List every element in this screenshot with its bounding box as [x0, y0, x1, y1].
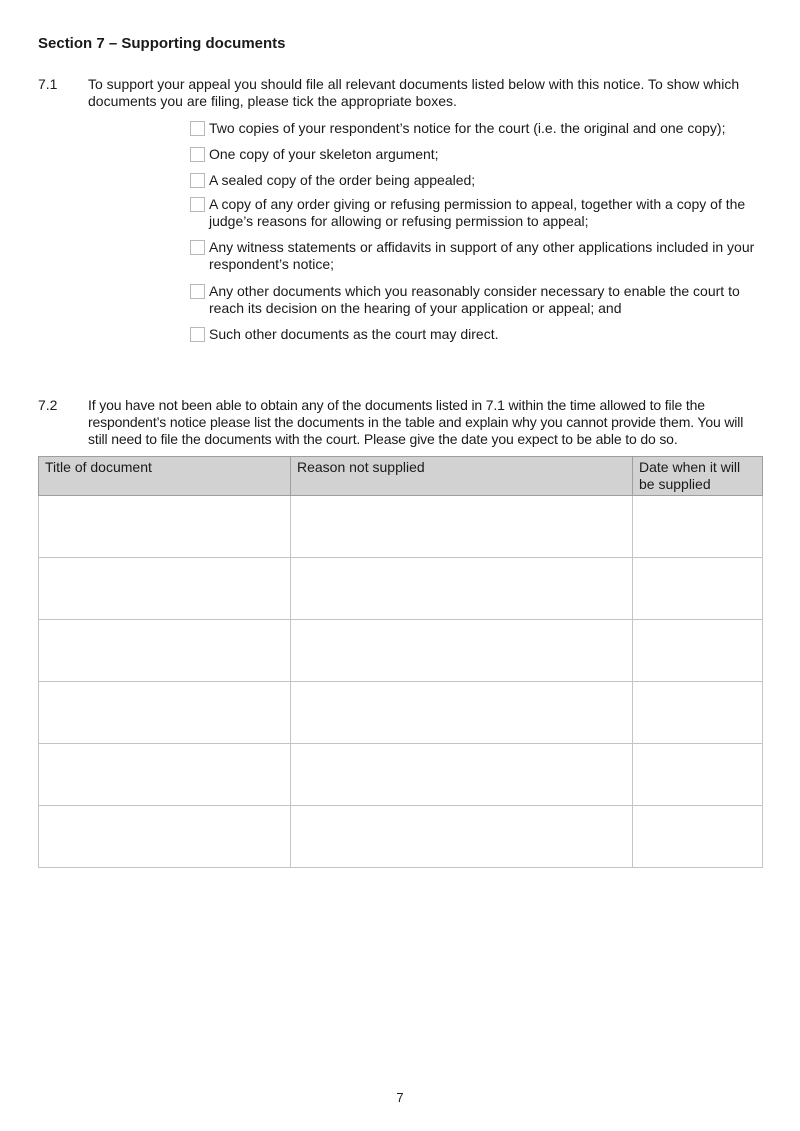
table-row [39, 620, 763, 682]
table-row [39, 496, 763, 558]
checkbox[interactable] [190, 147, 205, 162]
checklist-item [190, 239, 765, 283]
checklist-item [190, 283, 765, 326]
table-row [39, 558, 763, 620]
title-cell[interactable] [39, 558, 291, 620]
checklist-item [190, 172, 765, 196]
date-cell[interactable] [633, 496, 763, 558]
question-7-2-intro: If you have not been able to obtain any of the documents listed in 7.1 within the time allowed to file the respondent’s notice please list the documents in the table and explain why you cannot provide them. You will still need to file the documents with the court. Please give the date you expect to be able to do so. [88, 397, 744, 447]
table-row [39, 806, 763, 868]
checklist-item-label: One copy of your skeleton argument; [209, 146, 439, 162]
checkbox[interactable] [190, 197, 205, 212]
date-cell[interactable] [633, 620, 763, 682]
documents-table [38, 456, 763, 868]
checkbox[interactable] [190, 284, 205, 299]
title-cell[interactable] [39, 806, 291, 868]
page-number: 7 [396, 1090, 404, 1105]
reason-cell[interactable] [291, 744, 633, 806]
title-cell[interactable] [39, 620, 291, 682]
checklist-item-label: Two copies of your respondent’s notice for the court (i.e. the original and one copy); [209, 120, 726, 136]
checkbox[interactable] [190, 173, 205, 188]
title-cell[interactable] [39, 744, 291, 806]
checkbox[interactable] [190, 121, 205, 136]
date-cell[interactable] [633, 682, 763, 744]
checkbox[interactable] [190, 240, 205, 255]
date-cell[interactable] [633, 744, 763, 806]
checklist-item [190, 146, 765, 172]
column-header-reason: Reason not supplied [291, 457, 633, 496]
question-7-2-number: 7.2 [38, 397, 58, 413]
column-header-date: Date when it will be supplied [633, 457, 763, 496]
reason-cell[interactable] [291, 620, 633, 682]
title-cell[interactable] [39, 682, 291, 744]
question-7-1-number: 7.1 [38, 76, 58, 92]
section-title: Section 7 – Supporting documents [38, 35, 286, 52]
reason-cell[interactable] [291, 558, 633, 620]
table-header-row [39, 457, 763, 496]
reason-cell[interactable] [291, 682, 633, 744]
checklist-item-label: Such other documents as the court may direct. [209, 326, 499, 342]
checklist-item [190, 196, 765, 239]
document-checklist [190, 120, 765, 350]
checklist-item [190, 326, 765, 350]
table-row [39, 682, 763, 744]
reason-cell[interactable] [291, 496, 633, 558]
title-cell[interactable] [39, 496, 291, 558]
checklist-item-label: Any other documents which you reasonably consider necessary to enable the court to reach its decision on the hearing of your application or appeal; and [209, 283, 740, 316]
table-row [39, 744, 763, 806]
checklist-item-label: A sealed copy of the order being appealed; [209, 172, 476, 188]
reason-cell[interactable] [291, 806, 633, 868]
date-cell[interactable] [633, 806, 763, 868]
checklist-item-label: A copy of any order giving or refusing permission to appeal, together with a copy of the judge’s reasons for allowing or refusing permission to appeal; [209, 196, 746, 229]
checkbox[interactable] [190, 327, 205, 342]
date-cell[interactable] [633, 558, 763, 620]
question-7-1-intro: To support your appeal you should file all relevant documents listed below with this notice. To show which documents you are filing, please tick the appropriate boxes. [88, 76, 740, 109]
column-header-title: Title of document [39, 457, 291, 496]
checklist-item [190, 120, 765, 146]
checklist-item-label: Any witness statements or affidavits in support of any other applications included in your respondent’s notice; [209, 239, 755, 272]
